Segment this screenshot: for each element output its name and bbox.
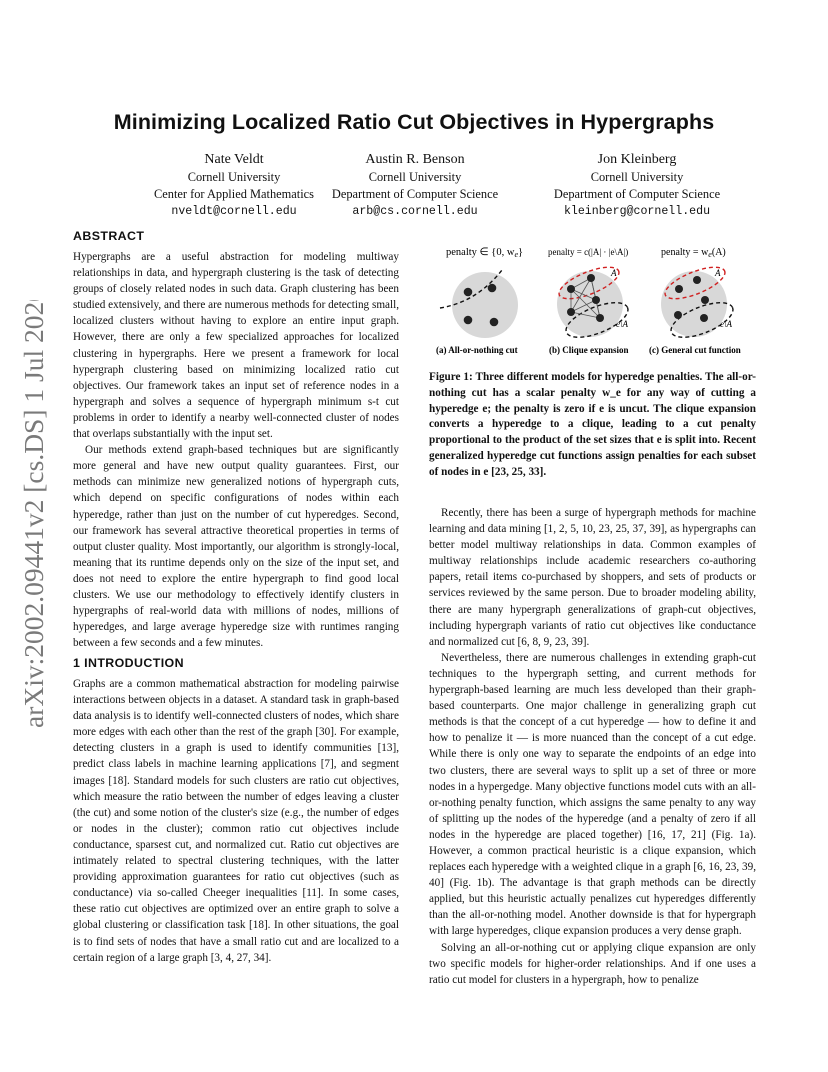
set-label-a: A: [715, 268, 721, 278]
author-affiliation: Cornell University: [187, 170, 281, 184]
set-label-complement: e\A: [720, 319, 732, 329]
abstract-heading: ABSTRACT: [73, 229, 145, 243]
set-label-a: A: [611, 268, 617, 278]
node: [464, 288, 473, 297]
author-name: Austin R. Benson: [365, 152, 465, 167]
fig-label-c: penalty = $w_e(A)$: [661, 247, 726, 259]
author-dept: Department of Computer Science: [331, 187, 499, 201]
figure-1-caption: Figure 1: Three different models for hyperedge penalties. The all-or-nothing cut has a scalar penalty w_e for any way of cutting a hyperedge e; the penalty is zero if e is uncut. The clique expansion converts a hyperedge to a clique, leading to a cut penalty proportional to the product of the set sizes that e is split into. Recent generalized hyperedge cut functions assign penalties for each subset of nodes in e [23, 25, 33].: [429, 371, 756, 478]
node: [464, 316, 473, 325]
section-heading-introduction: 1 INTRODUCTION: [73, 656, 184, 670]
author-email[interactable]: kleinberg@cornell.edu: [563, 205, 711, 218]
intro-body: [73, 676, 399, 966]
fig-panel-b: [555, 261, 632, 345]
author-name: Nate Veldt: [204, 152, 264, 167]
right-column-body: [429, 505, 756, 988]
node: [693, 276, 701, 284]
author-affiliation: Cornell University: [368, 170, 462, 184]
node: [700, 314, 708, 322]
paragraph: Solving an all-or-nothing cut or applying clique expansion are only two specific models for higher-order relationships. And if one uses a ratio cut model for clusters in a hypergraph, how to penalize: [429, 941, 756, 986]
set-label-complement: e\A: [616, 319, 628, 329]
abstract-body: [73, 249, 399, 651]
node: [675, 285, 683, 293]
intro-paragraph-1: Graphs are a common mathematical abstraction for modeling pairwise interactions between objects in a dataset. A standard task in graph-based data analysis is to identify well-connected clusters of nodes, which share more edges with each other than the rest of the graph [30]. For example, detecting clusters in a graph is used to identify communities [13], predict class labels in machine learning applications [7], and segment images [18]. Standard models for such clusters are ratio cut objectives, which measure the ratio between the number of edges leaving a cluster (the cut) and some notion of the cluster's size (e.g., the number of edges or nodes in the cluster); common ratio cut objectives include conductance, sparsest cut, and normalized cut. Ratio cut objectives are intimately related to spectral clustering techniques, with the latter providing approximation guarantees for ratio cut objectives (such as conductance) via so-called Cheeger inequalities [11]. In some cases, these ratio cut objectives are optimized over an entire graph to solve a global clustering or classification task [18]. In other situations, the goal is to find sets of nodes that have a small ratio cut and are localized to a certain region of a large graph [3, 4, 27, 34].: [73, 678, 399, 964]
author-dept: Department of Computer Science: [553, 187, 721, 201]
fig-panel-c: [661, 261, 737, 345]
figure-1: [432, 240, 762, 365]
node: [592, 296, 600, 304]
author-dept: Center for Applied Mathematics: [153, 187, 314, 201]
author-email[interactable]: arb@cs.cornell.edu: [352, 205, 478, 218]
node: [490, 318, 499, 327]
paragraph: Recently, there has been a surge of hypergraph methods for machine learning and data mining [1, 2, 5, 10, 23, 25, 37, 39], as hypergraphs can better model multiway relationships in data. Common examples of multiway relationships include academic researchers co-authoring papers, retail items co-purchased by shoppers, and sets of products or services reviewed by the same person. Due to broader modeling ability, there are many hypergraph generalizations of graph-cut objectives, including hypergraph variants of ratio cut objectives like conductance and normalized cut [6, 8, 9, 23, 39].: [429, 507, 756, 648]
author-affiliation: Cornell University: [590, 170, 684, 184]
hyperedge-blob: [452, 272, 518, 338]
abstract-paragraph-2: Our methods extend graph-based techniques but are significantly more general and have new output quality guarantees. First, our methods can minimize new generalized notions of hypergraph cuts, which depend on specific configurations of nodes within each hyperedge, rather than just on the number of cut hyperedges. Second, our framework has several attractive theoretical properties in terms of output cluster quality. Most importantly, our algorithm is strongly-local, meaning that its runtime depends only on the size of the input set, and does not need to explore the entire hypergraph to find good local clusters. We use our methodology to effectively identify clusters in hypergraphs of real-world data with millions of nodes, millions of hyperedges, and large average hyperedge size with runtimes ranging between a few seconds and a few minutes.: [73, 444, 399, 650]
node: [567, 308, 575, 316]
fig-subcaption-c: (c) General cut function: [649, 345, 741, 355]
author-name: Jon Kleinberg: [597, 152, 677, 167]
node: [674, 311, 682, 319]
node: [567, 285, 575, 293]
node: [596, 314, 604, 322]
node: [701, 296, 709, 304]
arxiv-id: arXiv:2002.09441v2 [cs.DS] 1 Jul 2020: [18, 300, 49, 728]
fig-subcaption-a: (a) All-or-nothing cut: [436, 345, 518, 355]
node: [488, 284, 497, 293]
author-block-2: [295, 151, 535, 220]
fig-subcaption-b: (b) Clique expansion: [549, 345, 629, 355]
fig-panel-a: [440, 270, 518, 338]
node: [587, 274, 595, 282]
abstract-paragraph-1: Hypergraphs are a useful abstraction for modeling multiway relationships in data, and hypergraph clustering is the task of detecting groups of closely related nodes in such data. Graph clustering has been studied extensively, and there are numerous methods for detecting small, localized clusters without having to explore an entire input graph. However, there are only a few specialized approaches for localized clustering in hypergraphs. Here we present a framework for local hypergraph clustering based on minimizing localized ratio cut objectives. Our framework takes an input set of reference nodes in a hypergraph and solves a sequence of hypergraph minimum s-t cut problems in order to identify a nearby well-connected cluster of nodes that overlaps substantially with the input set.: [73, 251, 399, 441]
paragraph: Nevertheless, there are numerous challenges in extending graph-cut techniques to the hypergraph setting, and current methods for hypergraph-based learning are much less developed than their graph-based counterparts. One major challenge in generalizing graph cut methods is that the concept of a cut hyperedge — how to define it and how to penalize it — is more nuanced than the concept of a cut edge. While there is only one way to separate the endpoints of an edge into two clusters, there are several ways to split up a set of three or more nodes in a hypergedge. Many objective functions model cuts with an all-or-nothing penalty function, which assigns the same penalty to any way of splitting up the nodes of the hyperedge (and a penalty of zero if all nodes in the hyperedge are placed together) [16, 17, 21] (Fig. 1a). However, a common practical heuristic is a clique expansion, which replaces each hyperedge with a weighted clique in a graph [6, 16, 23, 39, 40] (Fig. 1b). The advantage is that graph methods can be directly applied, but this heuristic actually penalizes cut hyperedges differently than the all-or-nothing model. Another downside is that for hypergraph with large hyperedges, clique expansion produces a very dense graph.: [429, 651, 756, 938]
paper-title: Minimizing Localized Ratio Cut Objectives in Hypergraphs: [113, 110, 715, 134]
author-block-3: [517, 151, 757, 220]
fig-label-b: penalty = c(|A| · |e\A|): [548, 247, 629, 257]
arxiv-stamp: [12, 300, 52, 730]
author-email[interactable]: nveldt@cornell.edu: [171, 205, 297, 218]
fig-label-a: penalty ∈ {0, we}: [446, 247, 524, 259]
